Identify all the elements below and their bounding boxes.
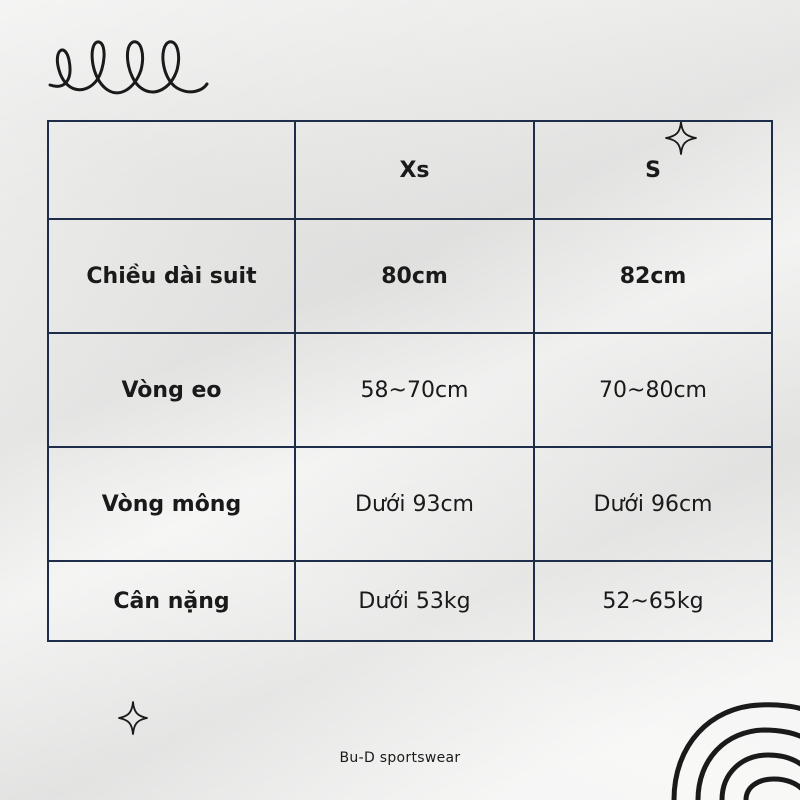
sparkle-icon: [117, 700, 149, 736]
cell-s: 52~65kg: [534, 561, 772, 641]
cell-xs: 58~70cm: [295, 333, 534, 447]
table-row: [48, 447, 772, 561]
row-label: Vòng eo: [48, 333, 295, 447]
size-table: [47, 120, 773, 642]
header-cell-xs: Xs: [295, 121, 534, 219]
arch-lines-icon: [670, 685, 800, 800]
table-row: [48, 333, 772, 447]
cell-xs: 80cm: [295, 219, 534, 333]
loop-scribble-icon: [45, 30, 210, 105]
table-row: [48, 219, 772, 333]
cell-s: 82cm: [534, 219, 772, 333]
cell-xs: Dưới 53kg: [295, 561, 534, 641]
header-cell-s: S: [534, 121, 772, 219]
cell-s: Dưới 96cm: [534, 447, 772, 561]
table-row: [48, 561, 772, 641]
table-header-row: [48, 121, 772, 219]
cell-s: 70~80cm: [534, 333, 772, 447]
header-cell-empty: [48, 121, 295, 219]
row-label: Cân nặng: [48, 561, 295, 641]
brand-footer: Bu-D sportswear: [339, 750, 461, 766]
row-label: Vòng mông: [48, 447, 295, 561]
cell-xs: Dưới 93cm: [295, 447, 534, 561]
row-label: Chiều dài suit: [48, 219, 295, 333]
